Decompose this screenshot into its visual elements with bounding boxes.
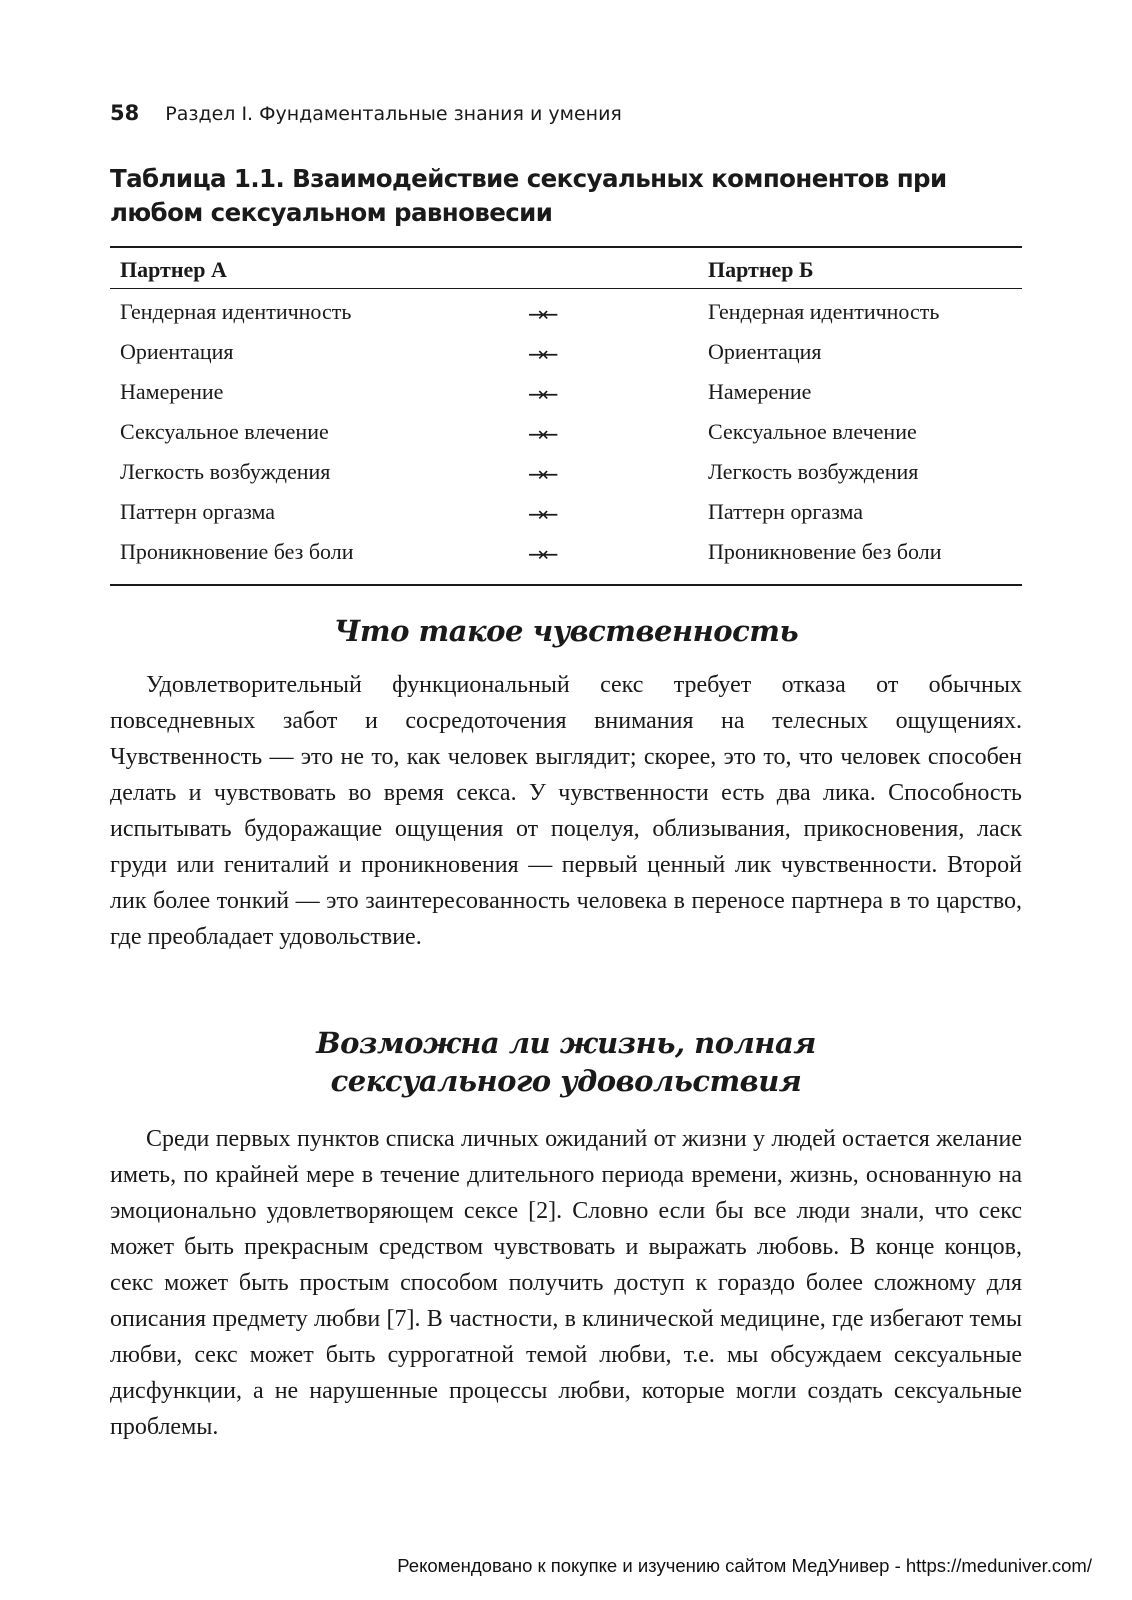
components-table <box>110 246 1022 586</box>
table-row <box>110 414 1022 454</box>
converging-arrows-icon: →← <box>528 302 556 326</box>
paragraph-sensuality: Удовлетворительный функциональный секс требует отказа от обычных повседневных забот и сосредоточения внимания на телесных ощущениях. Чувственность — это не то, как человек выглядит; скорее, это то, что человек способен делать и чувствовать во время секса. У чувственности есть два лика. Способность испытывать будоражащие ощущения от поцелуя, облизывания, прикосновения, ласк груди или гениталий и проникновения — первый ценный лик чувственности. Второй лик более тонкий — это заинтересованность человека в переносе партнера в то царство, где преобладает удовольствие. <box>110 672 1022 950</box>
cell-partner-b: Проникновение без боли <box>708 539 942 564</box>
header-partner-b: Партнер Б <box>708 257 814 282</box>
cell-partner-b: Паттерн оргазма <box>708 499 864 524</box>
cell-partner-b: Гендерная идентичность <box>708 299 940 324</box>
cell-partner-a: Сексуальное влечение <box>120 419 329 444</box>
cell-partner-a: Гендерная идентичность <box>120 299 352 324</box>
converging-arrows-icon: →← <box>528 342 556 366</box>
table-body <box>110 289 1022 584</box>
table-row <box>110 294 1022 334</box>
heading-line: Возможна ли жизнь, полная <box>316 1026 816 1060</box>
section-heading-sensuality: Что такое чувственность <box>333 614 799 648</box>
section-title: Раздел I. Фундаментальные знания и умения <box>165 103 622 125</box>
section-heading-pleasure-life <box>110 1024 1022 1100</box>
converging-arrows-icon: →← <box>528 502 556 526</box>
cell-partner-a: Паттерн оргазма <box>120 499 276 524</box>
converging-arrows-icon: →← <box>528 422 556 446</box>
cell-partner-b: Сексуальное влечение <box>708 419 917 444</box>
header-partner-a: Партнер А <box>120 257 227 282</box>
converging-arrows-icon: →← <box>528 382 556 406</box>
page-number: 58 <box>110 101 140 125</box>
table-row <box>110 534 1022 574</box>
paragraph-pleasure-life: Среди первых пунктов списка личных ожиданий от жизни у людей остается желание иметь, по крайней мере в течение длительного периода времени, жизнь, основанную на эмоционально удовлетворяющем сексе [2]. Словно если бы все люди знали, что секс может быть прекрасным средством чувствовать и выражать любовь. В конце концов, секс может быть простым способом получить доступ к гораздо более сложному для описания предмету любви [7]. В частности, в клинической медицине, где избегают темы любви, секс может быть суррогатной темой любви, т.е. мы обсуждаем сексуальные дисфункции, а не нарушенные процессы любви, которые могли создать сексуальные проблемы. <box>110 1126 1022 1440</box>
table-header <box>110 248 1022 289</box>
cell-partner-a: Ориентация <box>120 339 234 364</box>
table-row <box>110 374 1022 414</box>
table-row <box>110 334 1022 374</box>
converging-arrows-icon: →← <box>528 542 556 566</box>
table-row <box>110 494 1022 534</box>
running-head <box>110 101 622 125</box>
heading-line: сексуального удовольствия <box>330 1064 802 1098</box>
cell-partner-b: Ориентация <box>708 339 822 364</box>
cell-partner-a: Намерение <box>120 379 224 404</box>
cell-partner-b: Намерение <box>708 379 812 404</box>
cell-partner-a: Легкость возбуждения <box>120 459 331 484</box>
converging-arrows-icon: →← <box>528 462 556 486</box>
table-caption: Таблица 1.1. Взаимодействие сексуальных компонентов при любом сексуальном равновесии <box>110 164 947 227</box>
cell-partner-a: Проникновение без боли <box>120 539 354 564</box>
footer-recommendation: Рекомендовано к покупке и изучению сайтом МедУнивер - https://meduniver.com/ <box>397 1555 1092 1576</box>
cell-partner-b: Легкость возбуждения <box>708 459 919 484</box>
table-row <box>110 454 1022 494</box>
